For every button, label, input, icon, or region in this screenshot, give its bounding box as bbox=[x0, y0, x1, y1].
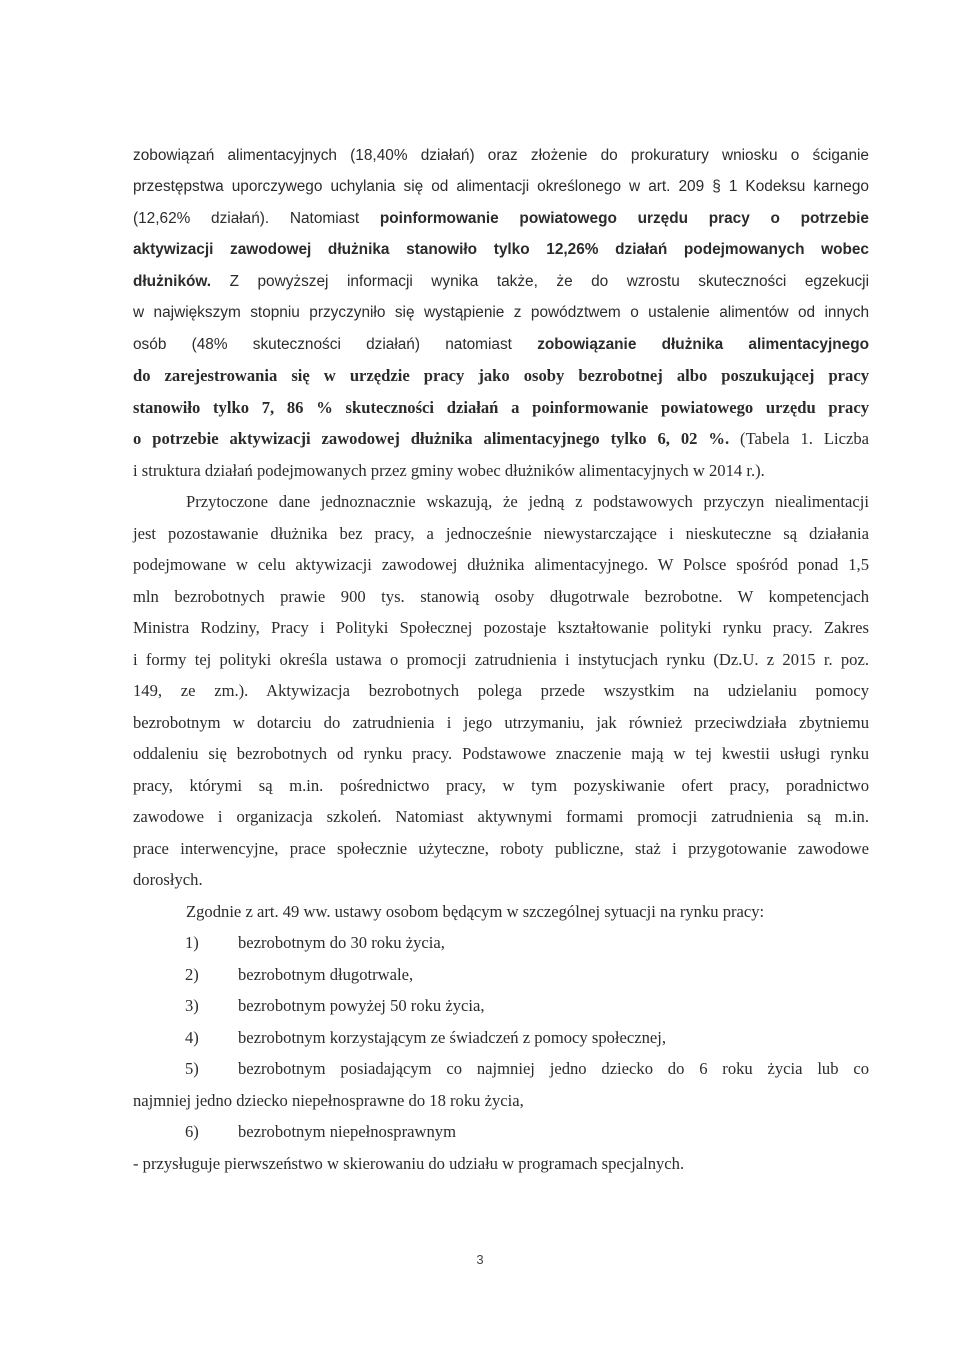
text-line: i formy tej polityki określa ustawa o promocji zatrudnienia i instytucjach rynku (Dz.U. z 2015 r. poz. bbox=[133, 650, 869, 669]
list-item-number: 3) bbox=[185, 996, 199, 1015]
text-line: oddaleniu się bezrobotnych od rynku pracy. Podstawowe znaczenie mają w tej kwestii usługi rynku bbox=[133, 744, 869, 763]
list-item-number: 1) bbox=[185, 933, 199, 952]
text-line: w największym stopniu przyczyniło się wystąpienie z powództwem o ustalenie alimentów od innych bbox=[133, 304, 869, 321]
list-item-continuation: najmniej jedno dziecko niepełnosprawne do 18 roku życia, bbox=[133, 1091, 524, 1110]
page-number: 3 bbox=[476, 1252, 484, 1267]
text-line bbox=[133, 272, 869, 292]
text-line: dorosłych. bbox=[133, 870, 203, 889]
text-line: pracy, którymi są m.in. pośrednictwo pracy, w tym pozyskiwanie ofert pracy, poradnictwo bbox=[133, 776, 869, 795]
text-line: 149, ze zm.). Aktywizacja bezrobotnych polega przede wszystkim na udzielaniu pomocy bbox=[133, 681, 869, 700]
text-line bbox=[133, 335, 869, 355]
text-span: osób (48% skuteczności działań) natomiast bbox=[133, 336, 512, 353]
list-item-text: bezrobotnym niepełnosprawnym bbox=[238, 1122, 456, 1141]
list-item-number: 6) bbox=[185, 1122, 199, 1141]
list-item-text: bezrobotnym długotrwale, bbox=[238, 965, 414, 984]
list-item-text: bezrobotnym korzystającym ze świadczeń z pomocy społecznej, bbox=[238, 1028, 667, 1047]
closing-line: - przysługuje pierwszeństwo w skierowaniu do udziału w programach specjalnych. bbox=[133, 1154, 685, 1173]
text-line: zobowiązań alimentacyjnych (18,40% działań) oraz złożenie do prokuratury wniosku o ściganie bbox=[133, 147, 869, 164]
bold-text-span: dłużników. bbox=[133, 273, 212, 290]
text-span: (12,62% działań). Natomiast bbox=[133, 210, 360, 227]
list-item-number: 2) bbox=[185, 965, 199, 984]
list-item-text: bezrobotnym do 30 roku życia, bbox=[238, 933, 445, 952]
text-line: mln bezrobotnych prawie 900 tys. stanowią osoby długotrwale bezrobotne. W kompetencjach bbox=[133, 587, 869, 606]
text-line: zawodowe i organizacja szkoleń. Natomiast aktywnymi formami promocji zatrudnienia są m.in. bbox=[133, 807, 869, 826]
text-span: Z powyższej informacji wynika także, że do wzrostu skuteczności egzekucji bbox=[229, 273, 869, 290]
text-line bbox=[133, 209, 869, 229]
text-span: (Tabela 1. Liczba bbox=[740, 429, 869, 448]
text-line: Ministra Rodziny, Pracy i Polityki Społecznej pozostaje kształtowanie polityki rynku pracy. Zakres bbox=[133, 618, 869, 637]
paragraph-3: Zgodnie z art. 49 ww. ustawy osobom będącym w szczególnej sytuacji na rynku pracy: bbox=[186, 902, 765, 921]
text-line: do zarejestrowania się w urzędzie pracy jako osoby bezrobotnej albo poszukującej pracy bbox=[133, 366, 869, 385]
text-line: Przytoczone dane jednoznacznie wskazują, że jedną z podstawowych przyczyn niealimentacji bbox=[186, 492, 869, 511]
list-item-number: 4) bbox=[185, 1028, 199, 1047]
text-line: aktywizacji zawodowej dłużnika stanowiło tylko 12,26% działań podejmowanych wobec bbox=[133, 241, 869, 258]
list-item-number: 5) bbox=[185, 1059, 199, 1078]
text-line: podejmowane w celu aktywizacji zawodowej dłużnika alimentacyjnego. W Polsce spośród ponad 1,5 bbox=[133, 555, 869, 574]
text-line: przestępstwa uporczywego uchylania się od alimentacji określonego w art. 209 § 1 Kodeksu karnego bbox=[133, 178, 869, 195]
list-item-text: bezrobotnym posiadającym co najmniej jedno dziecko do 6 roku życia lub co bbox=[238, 1059, 869, 1078]
text-line bbox=[133, 429, 869, 449]
bold-text-span: o potrzebie aktywizacji zawodowej dłużnika alimentacyjnego tylko 6, 02 %. bbox=[133, 429, 730, 448]
text-line: i struktura działań podejmowanych przez gminy wobec dłużników alimentacyjnych w 2014 r.). bbox=[133, 461, 765, 480]
text-line: bezrobotnym w dotarciu do zatrudnienia i jego utrzymaniu, jak również przeciwdziała zbytniemu bbox=[133, 713, 869, 732]
bold-text-span: zobowiązanie dłużnika alimentacyjnego bbox=[537, 336, 870, 353]
list-item-text: bezrobotnym powyżej 50 roku życia, bbox=[238, 996, 485, 1015]
text-line: jest pozostawanie dłużnika bez pracy, a jednocześnie niewystarczające i nieskuteczne są działania bbox=[133, 524, 869, 543]
bold-text-span: poinformowanie powiatowego urzędu pracy o potrzebie bbox=[379, 210, 869, 227]
text-line: stanowiło tylko 7, 86 % skuteczności działań a poinformowanie powiatowego urzędu pracy bbox=[133, 398, 869, 417]
text-line: prace interwencyjne, prace społecznie użyteczne, roboty publiczne, staż i przygotowanie zawodowe bbox=[133, 839, 869, 858]
